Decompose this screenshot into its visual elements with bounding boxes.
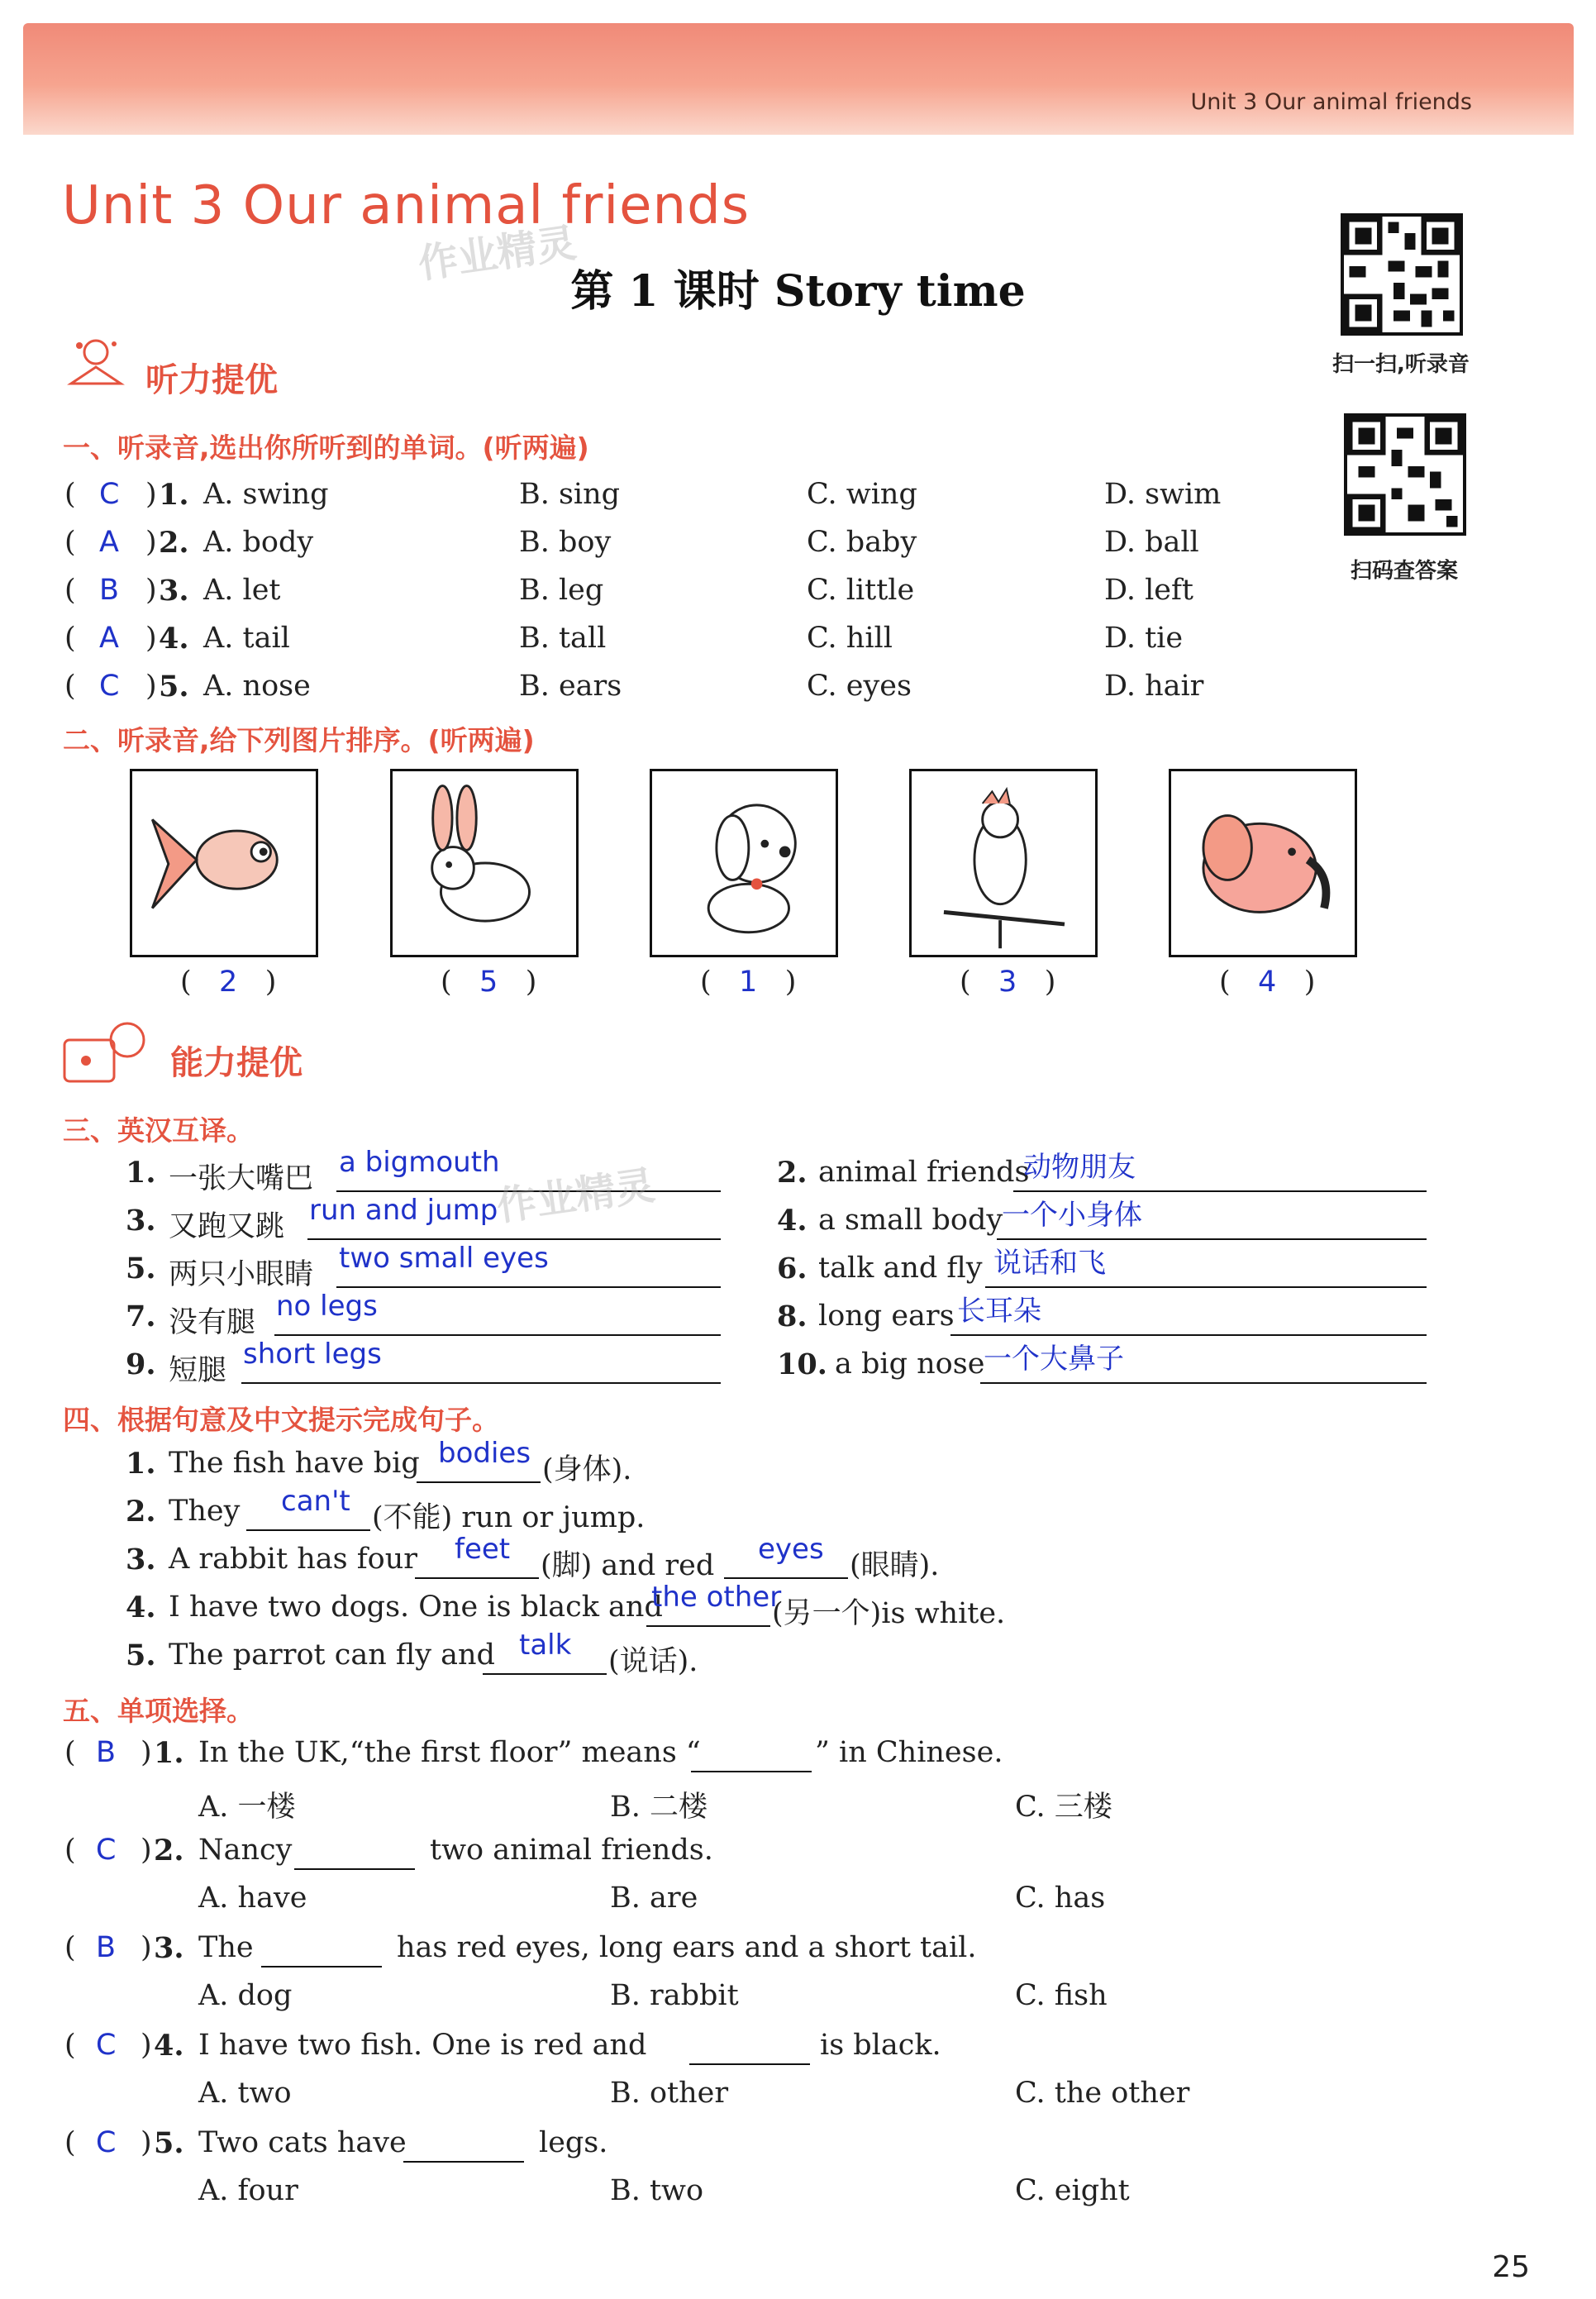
handwritten-answer[interactable]: bodies: [438, 1437, 531, 1470]
list-item: ( C ) 1. A. swing B. sing C. wing D. swim: [64, 478, 1222, 512]
handwritten-answer[interactable]: 动物朋友: [1023, 1151, 1136, 1184]
handwritten-answer[interactable]: short legs: [243, 1338, 382, 1371]
sentence-item: 5. The parrot can fly and talk (说话).: [126, 1629, 698, 1678]
watermark: 作业精灵: [415, 219, 579, 289]
translation-item: 6. talk and fly 说话和飞: [777, 1252, 1479, 1293]
handwritten-answer[interactable]: 一个小身体: [1002, 1199, 1142, 1232]
section3-title: 三、英汉互译。: [63, 1114, 254, 1147]
qr-answer-caption: 扫码查答案: [1350, 559, 1458, 584]
question-item: ( B ) 1. In the UK,“the first floor” means “ ” in Chinese. A. 一楼 B. 二楼 C. 三楼: [64, 1736, 1112, 1824]
question-item: ( C ) 4. I have two fish. One is red and is black. A. two B. other C. the other: [64, 2029, 1190, 2110]
handwritten-answer[interactable]: can't: [281, 1485, 350, 1518]
answer[interactable]: C: [99, 670, 120, 703]
translation-item: 1. 一张大嘴巴 a bigmouth: [126, 1156, 721, 1197]
qr-code-answers[interactable]: [1344, 413, 1466, 536]
list-item: ( C ) 5. A. nose B. ears C. eyes D. hair: [64, 670, 1204, 704]
translation-item: 10. a big nose 一个大鼻子: [777, 1347, 1479, 1389]
picture-goldfish: [130, 769, 318, 957]
order-answer: ( 4 ): [1219, 966, 1316, 999]
list-item: ( A ) 4. A. tail B. tall C. hill D. tie: [64, 622, 1184, 656]
picture-rabbit: [390, 769, 579, 957]
section1-title: 一、听录音,选出你所听到的单词。(听两遍): [63, 432, 589, 464]
ability-heading: 能力提优: [170, 1044, 303, 1082]
handwritten-answer[interactable]: two small eyes: [339, 1242, 549, 1275]
answer[interactable]: C: [99, 478, 120, 511]
order-answer: ( 2 ): [180, 966, 277, 999]
translation-item: 4. a small body 一个小身体: [777, 1204, 1479, 1245]
handwritten-answer[interactable]: 长耳朵: [957, 1295, 1041, 1328]
ability-mascot-icon: [61, 1015, 152, 1090]
picture-parrot: [909, 769, 1098, 957]
question-item: ( C ) 2. Nancy two animal friends. A. have B. are C. has: [64, 1834, 1106, 1915]
unit-title: Unit 3 Our animal friends: [62, 175, 750, 236]
list-item: ( B ) 3. A. let B. leg C. little D. left: [64, 574, 1193, 608]
handwritten-answer[interactable]: eyes: [758, 1533, 824, 1566]
sentence-item: 2. They can't (不能) run or jump.: [126, 1485, 646, 1534]
answer[interactable]: A: [99, 526, 119, 559]
qr-code-listen[interactable]: [1341, 213, 1463, 336]
answer[interactable]: A: [99, 622, 119, 655]
section4-title: 四、根据句意及中文提示完成句子。: [63, 1404, 499, 1436]
section2-title: 二、听录音,给下列图片排序。(听两遍): [63, 724, 535, 756]
answer[interactable]: B: [99, 574, 120, 607]
listening-mascot-icon: [63, 334, 129, 392]
header-banner: [23, 23, 1574, 135]
handwritten-answer[interactable]: run and jump: [309, 1194, 498, 1227]
translation-item: 5. 两只小眼睛 two small eyes: [126, 1252, 721, 1293]
picture-puppy: [650, 769, 838, 957]
sentence-item: 3. A rabbit has four feet (脚) and red eyes (眼睛).: [126, 1533, 940, 1582]
translation-item: 9. 短腿 short legs: [126, 1347, 721, 1389]
running-header: Unit 3 Our animal friends: [1190, 89, 1472, 115]
list-item: ( A ) 2. A. body B. boy C. baby D. ball: [64, 526, 1199, 560]
translation-item: 3. 又跑又跳 run and jump: [126, 1204, 721, 1245]
picture-elephant: [1169, 769, 1357, 957]
order-answer: ( 1 ): [700, 966, 797, 999]
watermark: 作业精灵: [493, 1161, 658, 1231]
handwritten-answer[interactable]: the other: [651, 1581, 782, 1614]
handwritten-answer[interactable]: talk: [519, 1629, 572, 1662]
handwritten-answer[interactable]: a bigmouth: [339, 1146, 500, 1179]
question-item: ( B ) 3. The has red eyes, long ears and a short tail. A. dog B. rabbit C. fish: [64, 1931, 1108, 2012]
translation-item: 8. long ears 长耳朵: [777, 1300, 1479, 1341]
handwritten-answer[interactable]: feet: [455, 1533, 511, 1566]
listening-heading: 听力提优: [145, 361, 278, 399]
page-number: 25: [1492, 2250, 1530, 2284]
handwritten-answer[interactable]: 说话和飞: [993, 1247, 1106, 1280]
handwritten-answer[interactable]: 一个大鼻子: [984, 1343, 1124, 1376]
translation-item: 7. 没有腿 no legs: [126, 1300, 721, 1341]
order-answer: ( 5 ): [441, 966, 537, 999]
translation-item: 2. animal friends 动物朋友: [777, 1156, 1479, 1197]
sentence-item: 4. I have two dogs. One is black and the other (另一个)is white.: [126, 1581, 1006, 1630]
qr-listen-caption: 扫一扫,听录音: [1332, 352, 1470, 377]
sentence-item: 1. The fish have big bodies (身体).: [126, 1437, 632, 1486]
order-answer: ( 3 ): [960, 966, 1056, 999]
lesson-title: 第 1 课时 Story time: [570, 266, 1026, 317]
question-item: ( C ) 5. Two cats have legs. A. four B. two C. eight: [64, 2126, 1130, 2207]
handwritten-answer[interactable]: no legs: [276, 1290, 378, 1323]
section5-title: 五、单项选择。: [63, 1695, 254, 1727]
